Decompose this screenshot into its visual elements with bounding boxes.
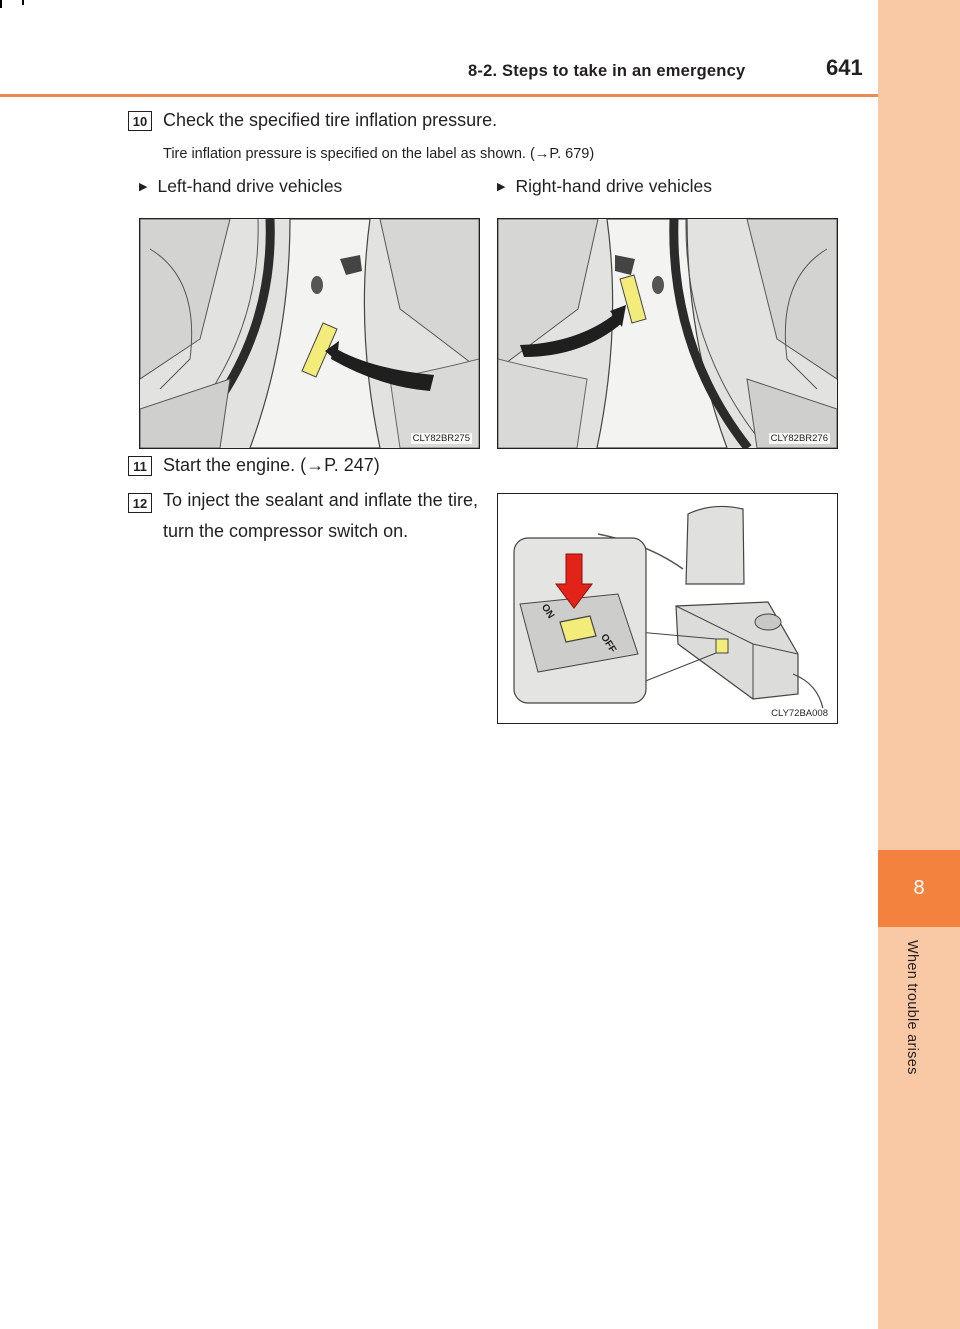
section-title: 8-2. Steps to take in an emergency — [468, 62, 746, 80]
door-pillar-drawing — [498, 219, 837, 448]
crop-mark — [0, 0, 2, 8]
step-number-12: 12 — [128, 493, 152, 513]
step-10-note: Tire inflation pressure is specified on the label as shown. (→P. 679) — [163, 146, 595, 162]
chapter-title: When trouble arises — [904, 940, 920, 1075]
right-hand-drive-label — [497, 176, 712, 197]
chapter-number-tab — [878, 850, 960, 927]
triangle-bullet-icon: ▶ — [497, 181, 506, 193]
left-hand-drive-text: Left-hand drive vehicles — [157, 176, 343, 196]
chapter-number: 8 — [913, 877, 925, 899]
left-figure-code: CLY82BR275 — [412, 433, 470, 444]
right-hand-drive-text: Right-hand drive vehicles — [515, 176, 712, 196]
crop-mark — [22, 0, 24, 5]
step-10-text: Check the specified tire inflation pressure. — [163, 110, 498, 130]
switch-off-label: OFF — [598, 632, 618, 655]
step-12-text: To inject the sealant and inflate the tire, turn the compressor switch on. — [163, 490, 478, 541]
triangle-bullet-icon: ▶ — [139, 181, 148, 193]
left-hand-drive-illustration — [139, 218, 480, 449]
step-number-11: 11 — [128, 456, 152, 476]
right-hand-drive-illustration — [497, 218, 838, 449]
right-figure-code: CLY82BR276 — [770, 433, 828, 444]
compressor-switch-illustration — [497, 493, 838, 724]
compressor-figure-code: CLY72BA008 — [771, 708, 828, 719]
chapter-side-bar — [878, 0, 960, 1329]
switch-on-label: ON — [538, 602, 557, 621]
page-number: 641 — [826, 55, 863, 80]
step-11-text: Start the engine. (→P. 247) — [163, 455, 380, 475]
door-pillar-drawing — [140, 219, 479, 448]
step-number-10: 10 — [128, 111, 152, 131]
left-hand-drive-label — [139, 176, 342, 197]
header-rule — [0, 94, 878, 97]
